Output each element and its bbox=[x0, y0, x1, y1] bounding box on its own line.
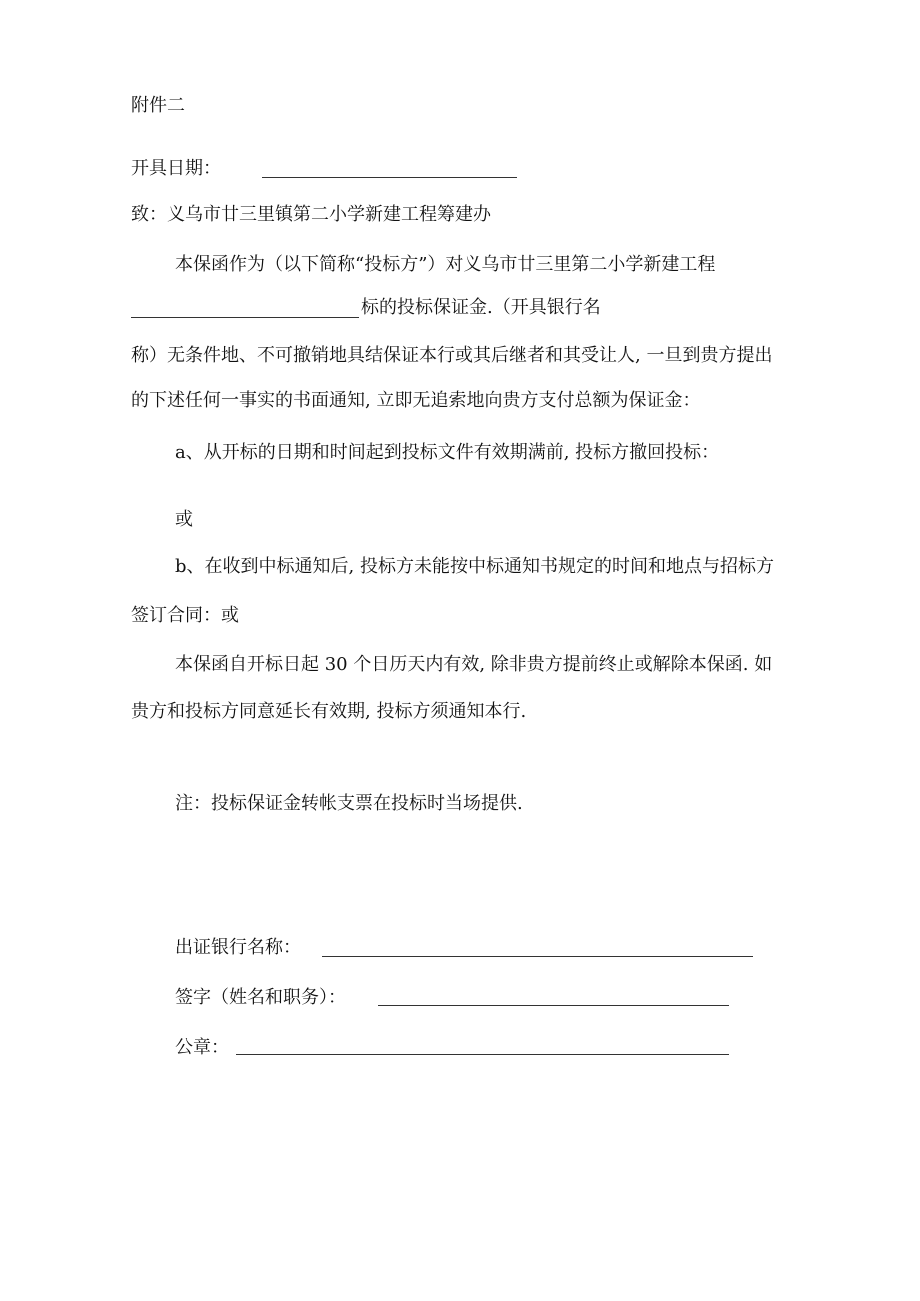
signature-label: 签字（姓名和职务）： bbox=[175, 987, 346, 1008]
bank-name-blank[interactable] bbox=[322, 956, 753, 957]
guarantee-paragraph-line-1: 本保函作为（以下简称“投标方”）对义乌市廿三里第二小学新建工程 bbox=[175, 254, 716, 275]
seal-label: 公章： bbox=[175, 1037, 229, 1058]
signature-blank[interactable] bbox=[378, 1005, 729, 1006]
condition-b-line-1: b、在收到中标通知后, 投标方未能按中标通知书规定的时间和地点与招标方 bbox=[175, 556, 774, 577]
condition-a: a、从开标的日期和时间起到投标文件有效期满前, 投标方撤回投标： bbox=[175, 442, 720, 463]
or-separator: 或 bbox=[175, 509, 193, 530]
condition-b-line-2: 签订合同：或 bbox=[131, 605, 239, 626]
bank-name-label: 出证银行名称： bbox=[175, 937, 301, 958]
guarantee-paragraph-line-4: 的下述任何一事实的书面通知, 立即无追索地向贵方支付总额为保证金： bbox=[131, 390, 701, 411]
guarantee-paragraph-line-2: 标的投标保证金.（开具银行名 bbox=[361, 297, 601, 318]
issue-date-blank[interactable] bbox=[262, 177, 517, 178]
issue-date-label: 开具日期： bbox=[131, 158, 221, 179]
validity-line-1: 本保函自开标日起 30 个日历天内有效, 除非贵方提前终止或解除本保函. 如 bbox=[175, 654, 773, 675]
seal-blank[interactable] bbox=[236, 1054, 729, 1055]
project-section-blank[interactable] bbox=[131, 317, 359, 318]
recipient-line: 致：义乌市廿三里镇第二小学新建工程筹建办 bbox=[131, 204, 491, 225]
validity-line-2: 贵方和投标方同意延长有效期, 投标方须通知本行. bbox=[131, 701, 527, 722]
note-line: 注：投标保证金转帐支票在投标时当场提供. bbox=[175, 793, 523, 814]
attachment-label: 附件二 bbox=[131, 95, 185, 116]
guarantee-paragraph-line-3: 称）无条件地、不可撤销地具结保证本行或其后继者和其受让人, 一旦到贵方提出 bbox=[131, 345, 773, 366]
